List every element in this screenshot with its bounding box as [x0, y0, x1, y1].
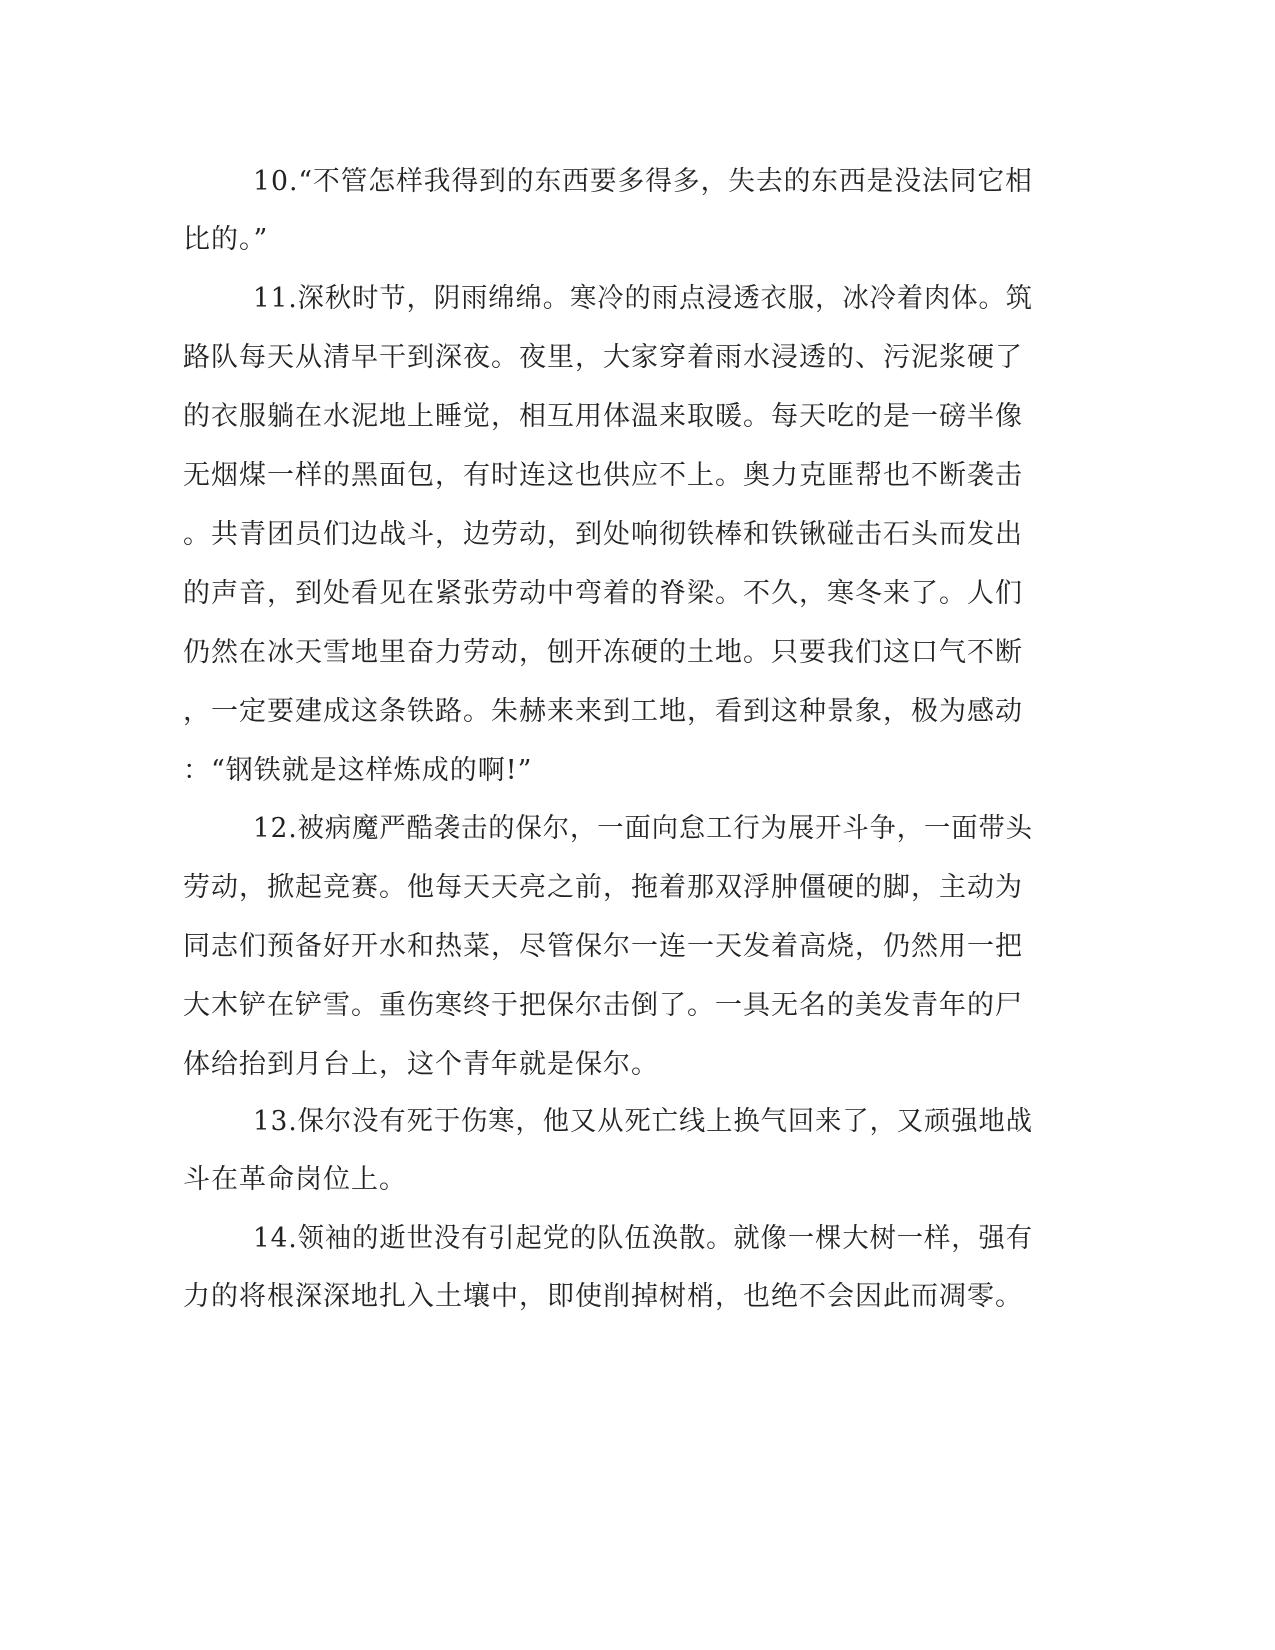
paragraph-line: 的衣服躺在水泥地上睡觉，相互用体温来取暖。每天吃的是一磅半像 — [183, 401, 1023, 432]
paragraph-line: 仍然在冰天雪地里奋力劳动，刨开冻硬的土地。只要我们这口气不断 — [183, 637, 1023, 668]
paragraph-line: 13.保尔没有死于伤寒，他又从死亡线上换气回来了，又顽强地战 — [253, 1106, 1033, 1137]
paragraph-line: 无烟煤一样的黑面包，有时连这也供应不上。奥力克匪帮也不断袭击 — [183, 460, 1023, 491]
paragraph-line: 体给抬到月台上，这个青年就是保尔。 — [183, 1049, 659, 1080]
paragraph-line: 劳动，掀起竞赛。他每天天亮之前，拖着那双浮肿僵硬的脚，主动为 — [183, 872, 1023, 903]
paragraph-line: 12.被病魔严酷袭击的保尔，一面向怠工行为展开斗争，一面带头 — [253, 813, 1033, 844]
paragraph-line: 同志们预备好开水和热菜，尽管保尔一连一天发着高烧，仍然用一把 — [183, 931, 1023, 962]
paragraph-line: 11.深秋时节，阴雨绵绵。寒冷的雨点浸透衣服，冰冷着肉体。筑 — [253, 283, 1033, 314]
paragraph-line: 比的。” — [183, 224, 269, 255]
paragraph-line: 14.领袖的逝世没有引起党的队伍涣散。就像一棵大树一样，强有 — [253, 1223, 1033, 1254]
paragraph-line: 大木铲在铲雪。重伤寒终于把保尔击倒了。一具无名的美发青年的尸 — [183, 990, 1023, 1021]
paragraph-line: ：“钢铁就是这样炼成的啊!” — [183, 755, 533, 786]
paragraph-line: 路队每天从清早干到深夜。夜里，大家穿着雨水浸透的、污泥浆硬了 — [183, 342, 1023, 373]
paragraph-line: 10.“不管怎样我得到的东西要多得多，失去的东西是没法同它相 — [253, 166, 1033, 197]
paragraph-line: 力的将根深深地扎入土壤中，即使削掉树梢，也绝不会因此而凋零。 — [183, 1281, 1023, 1312]
paragraph-line: 。共青团员们边战斗，边劳动，到处响彻铁棒和铁锹碰击石头而发出 — [183, 519, 1023, 550]
paragraph-line: ，一定要建成这条铁路。朱赫来来到工地，看到这种景象，极为感动 — [183, 696, 1023, 727]
paragraph-line: 的声音，到处看见在紧张劳动中弯着的脊梁。不久，寒冬来了。人们 — [183, 578, 1023, 609]
paragraph-line: 斗在革命岗位上。 — [183, 1164, 407, 1195]
